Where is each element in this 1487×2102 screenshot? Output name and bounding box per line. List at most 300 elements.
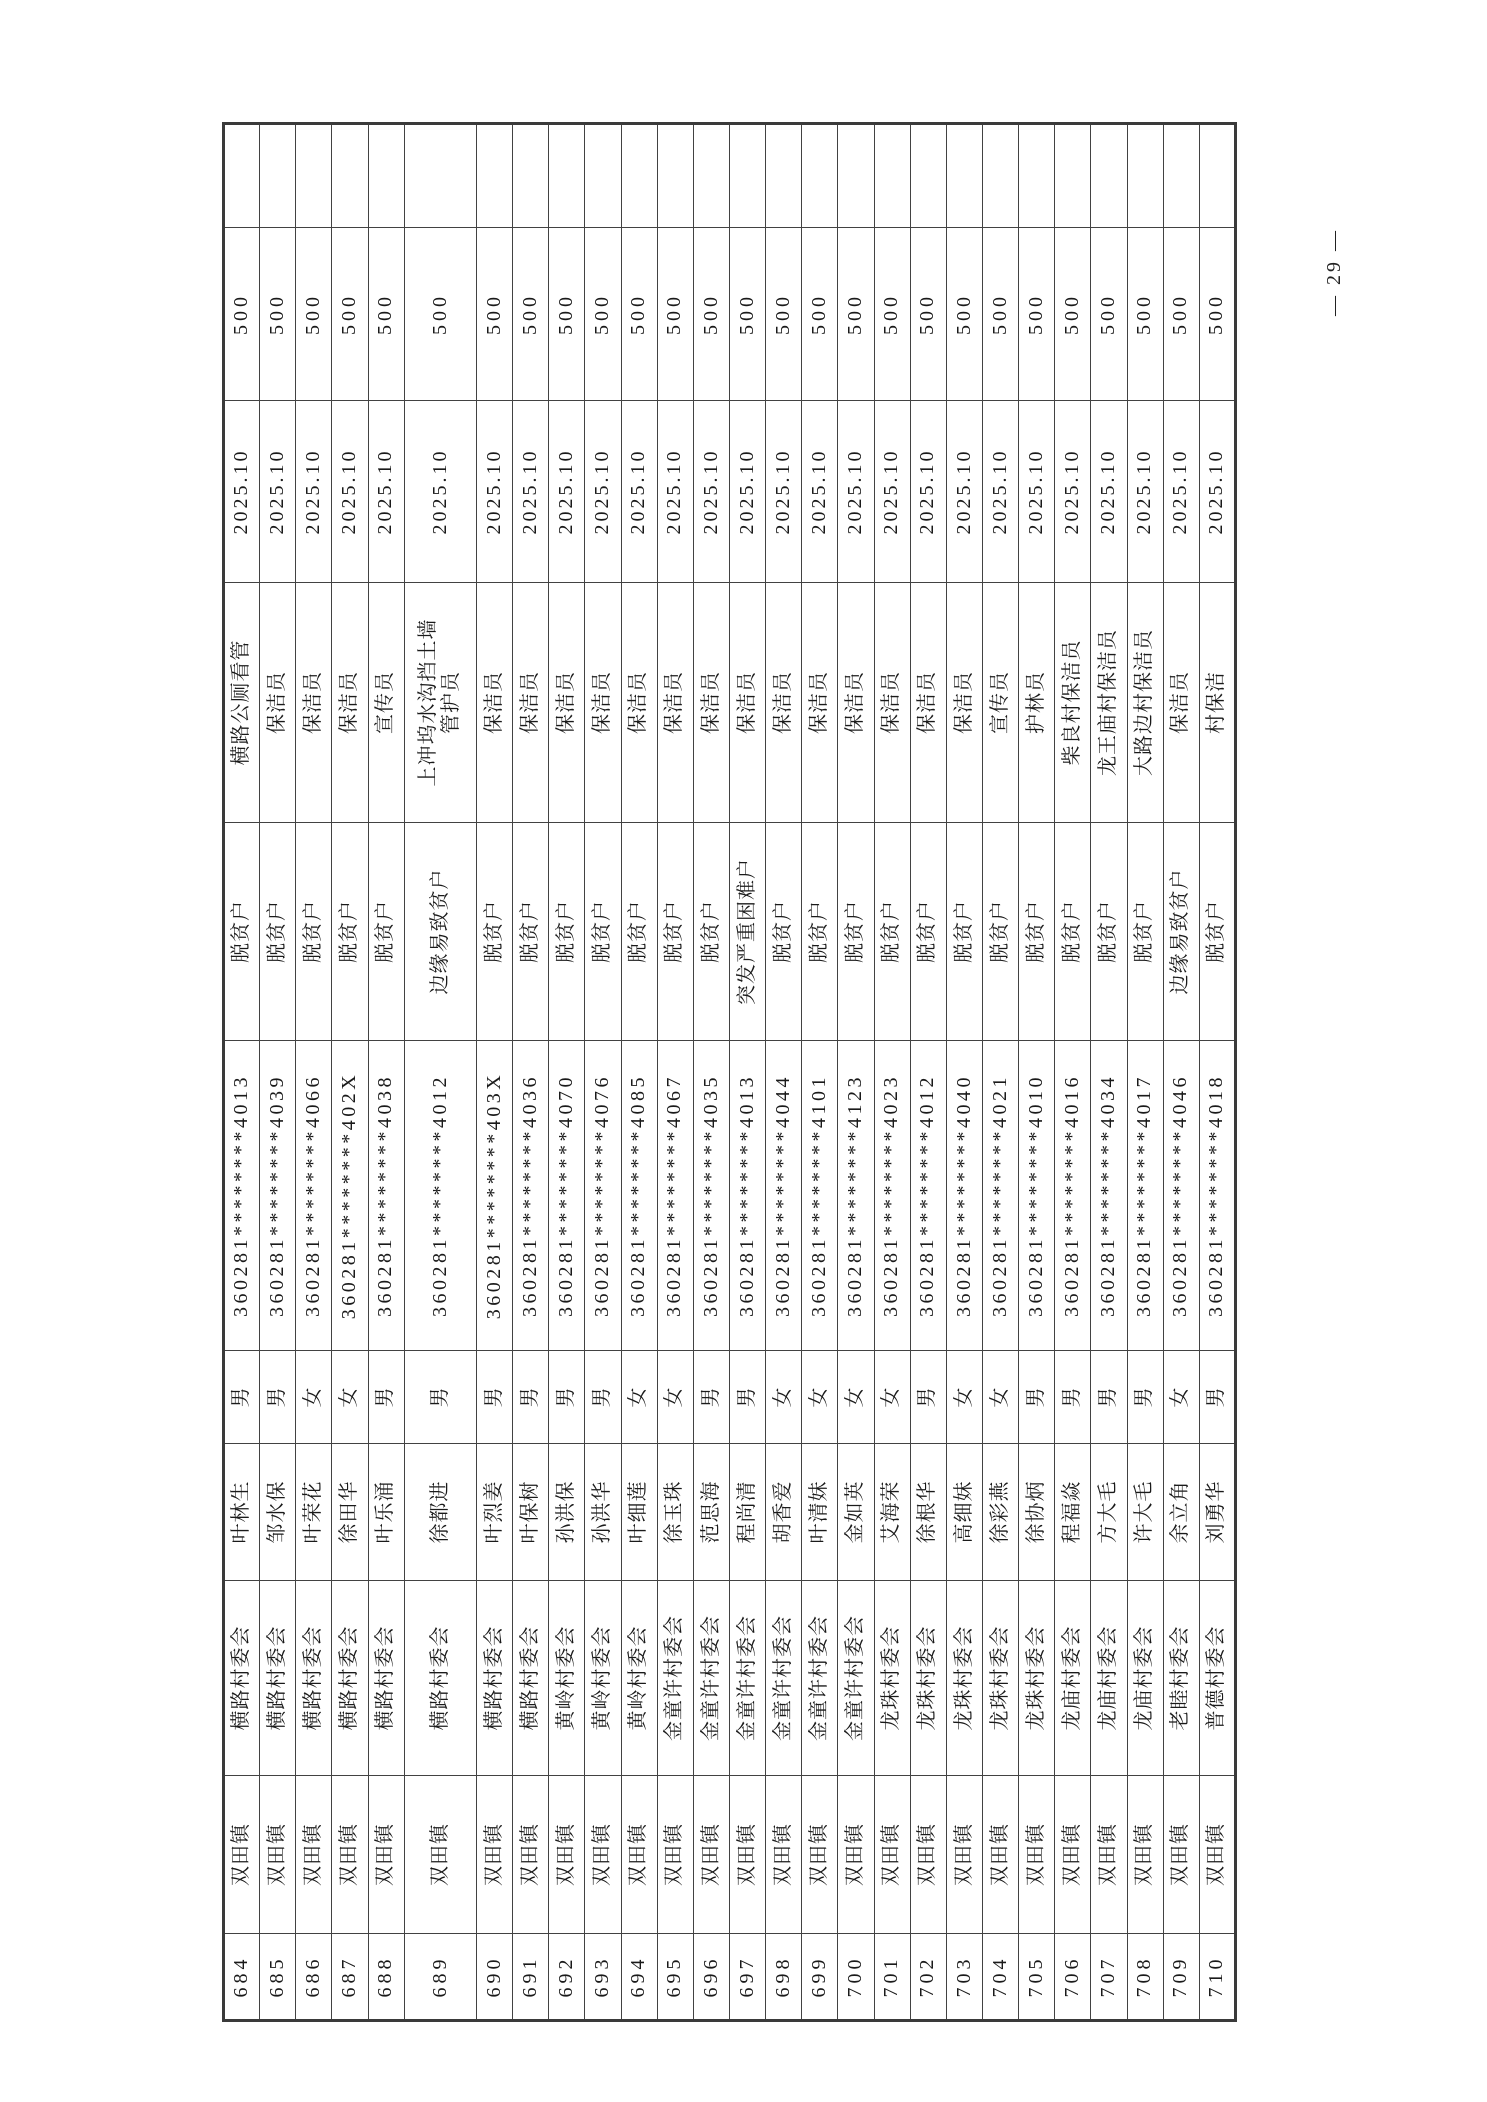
cell-seq: 703: [946, 1934, 982, 2021]
cell-seq: 709: [1163, 1934, 1199, 2021]
cell-seq: 707: [1091, 1934, 1127, 2021]
cell-note: [1163, 124, 1199, 228]
cell-note: [802, 124, 838, 228]
cell-id: 360281********4101: [802, 1041, 838, 1351]
cell-note: [1091, 124, 1127, 228]
cell-amount: 500: [910, 228, 946, 401]
cell-village: 横路村委会: [296, 1581, 332, 1776]
cell-name: 余立角: [1163, 1444, 1199, 1581]
roster-row: [476, 124, 512, 2021]
cell-town: 双田镇: [224, 1776, 260, 1934]
cell-name: 刘勇华: [1199, 1444, 1235, 1581]
cell-category: 脱贫户: [224, 823, 260, 1041]
cell-id: 360281********4044: [766, 1041, 802, 1351]
cell-amount: 500: [729, 228, 765, 401]
cell-note: [946, 124, 982, 228]
cell-town: 双田镇: [585, 1776, 621, 1934]
roster-row: [693, 124, 729, 2021]
cell-amount: 500: [946, 228, 982, 401]
cell-id: 360281********4123: [838, 1041, 874, 1351]
cell-name: 程福焱: [1055, 1444, 1091, 1581]
cell-amount: 500: [1163, 228, 1199, 401]
cell-category: 脱贫户: [982, 823, 1018, 1041]
cell-note: [476, 124, 512, 228]
cell-job: 保洁员: [621, 583, 657, 823]
cell-gender: 男: [1199, 1351, 1235, 1444]
roster-row: [1019, 124, 1055, 2021]
cell-category: 脱贫户: [1199, 823, 1235, 1041]
cell-name: 许大毛: [1127, 1444, 1163, 1581]
roster-row: [729, 124, 765, 2021]
cell-gender: 男: [910, 1351, 946, 1444]
cell-gender: 男: [224, 1351, 260, 1444]
cell-note: [729, 124, 765, 228]
cell-name: 叶清妹: [802, 1444, 838, 1581]
roster-row: [766, 124, 802, 2021]
cell-amount: 500: [1127, 228, 1163, 401]
cell-id: 360281********4036: [513, 1041, 549, 1351]
cell-note: [332, 124, 368, 228]
cell-gender: 男: [549, 1351, 585, 1444]
cell-job: 保洁员: [729, 583, 765, 823]
cell-town: 双田镇: [946, 1776, 982, 1934]
roster-row: [946, 124, 982, 2021]
cell-job: 宣传员: [368, 583, 404, 823]
cell-gender: 男: [1019, 1351, 1055, 1444]
cell-category: 脱贫户: [657, 823, 693, 1041]
cell-village: 横路村委会: [476, 1581, 512, 1776]
cell-id: 360281********4040: [946, 1041, 982, 1351]
cell-seq: 694: [621, 1934, 657, 2021]
cell-category: 脱贫户: [946, 823, 982, 1041]
cell-town: 双田镇: [368, 1776, 404, 1934]
roster-row: [910, 124, 946, 2021]
cell-note: [260, 124, 296, 228]
cell-amount: 500: [802, 228, 838, 401]
cell-id: 360281********4067: [657, 1041, 693, 1351]
cell-village: 金童许村委会: [693, 1581, 729, 1776]
cell-gender: 女: [621, 1351, 657, 1444]
cell-category: 脱贫户: [693, 823, 729, 1041]
cell-amount: 500: [260, 228, 296, 401]
cell-town: 双田镇: [621, 1776, 657, 1934]
cell-seq: 686: [296, 1934, 332, 2021]
cell-name: 范思海: [693, 1444, 729, 1581]
cell-gender: 男: [476, 1351, 512, 1444]
cell-job: 保洁员: [693, 583, 729, 823]
cell-gender: 女: [657, 1351, 693, 1444]
roster-row: [982, 124, 1018, 2021]
cell-id: 360281********4038: [368, 1041, 404, 1351]
cell-village: 黄岭村委会: [549, 1581, 585, 1776]
cell-village: 金童许村委会: [802, 1581, 838, 1776]
cell-name: 艾海荣: [874, 1444, 910, 1581]
cell-village: 龙庙村委会: [1055, 1581, 1091, 1776]
cell-gender: 女: [946, 1351, 982, 1444]
cell-seq: 705: [1019, 1934, 1055, 2021]
roster-row: [657, 124, 693, 2021]
cell-town: 双田镇: [296, 1776, 332, 1934]
cell-name: 胡香爱: [766, 1444, 802, 1581]
cell-id: 360281********4012: [404, 1041, 476, 1351]
roster-row: [332, 124, 368, 2021]
cell-id: 360281********402X: [332, 1041, 368, 1351]
cell-town: 双田镇: [1199, 1776, 1235, 1934]
cell-category: 脱贫户: [1091, 823, 1127, 1041]
cell-name: 方大毛: [1091, 1444, 1127, 1581]
roster-row: [296, 124, 332, 2021]
roster-row: [802, 124, 838, 2021]
cell-date: 2025.10: [296, 401, 332, 583]
cell-name: 叶烈姜: [476, 1444, 512, 1581]
cell-amount: 500: [982, 228, 1018, 401]
roster-row: [404, 124, 476, 2021]
cell-note: [1199, 124, 1235, 228]
cell-job: 保洁员: [946, 583, 982, 823]
cell-amount: 500: [874, 228, 910, 401]
cell-date: 2025.10: [404, 401, 476, 583]
cell-note: [513, 124, 549, 228]
cell-village: 横路村委会: [404, 1581, 476, 1776]
cell-job: 大路边村保洁员: [1127, 583, 1163, 823]
cell-village: 横路村委会: [368, 1581, 404, 1776]
cell-date: 2025.10: [1199, 401, 1235, 583]
cell-category: 脱贫户: [549, 823, 585, 1041]
cell-name: 邹水保: [260, 1444, 296, 1581]
cell-town: 双田镇: [657, 1776, 693, 1934]
cell-gender: 男: [729, 1351, 765, 1444]
cell-amount: 500: [476, 228, 512, 401]
cell-village: 横路村委会: [332, 1581, 368, 1776]
cell-town: 双田镇: [260, 1776, 296, 1934]
cell-category: 脱贫户: [1055, 823, 1091, 1041]
cell-town: 双田镇: [729, 1776, 765, 1934]
cell-name: 程尚清: [729, 1444, 765, 1581]
cell-amount: 500: [513, 228, 549, 401]
cell-note: [368, 124, 404, 228]
cell-note: [657, 124, 693, 228]
roster-row: [838, 124, 874, 2021]
cell-note: [982, 124, 1018, 228]
roster-body: [224, 124, 1236, 2021]
cell-amount: 500: [404, 228, 476, 401]
cell-note: [766, 124, 802, 228]
cell-name: 徐根华: [910, 1444, 946, 1581]
cell-category: 脱贫户: [802, 823, 838, 1041]
cell-town: 双田镇: [1163, 1776, 1199, 1934]
roster-row: [549, 124, 585, 2021]
cell-job: 龙王庙村保洁员: [1091, 583, 1127, 823]
cell-job: 保洁员: [802, 583, 838, 823]
cell-seq: 695: [657, 1934, 693, 2021]
cell-category: 边缘易致贫户: [1163, 823, 1199, 1041]
cell-seq: 690: [476, 1934, 512, 2021]
cell-gender: 女: [1163, 1351, 1199, 1444]
cell-seq: 699: [802, 1934, 838, 2021]
cell-job: 保洁员: [513, 583, 549, 823]
cell-name: 叶林生: [224, 1444, 260, 1581]
cell-date: 2025.10: [766, 401, 802, 583]
roster-row: [874, 124, 910, 2021]
cell-name: 徐田华: [332, 1444, 368, 1581]
cell-id: 360281********4017: [1127, 1041, 1163, 1351]
cell-category: 脱贫户: [874, 823, 910, 1041]
cell-note: [585, 124, 621, 228]
cell-town: 双田镇: [1019, 1776, 1055, 1934]
cell-category: 脱贫户: [838, 823, 874, 1041]
cell-town: 双田镇: [1127, 1776, 1163, 1934]
cell-job: 保洁员: [657, 583, 693, 823]
roster-row: [1091, 124, 1127, 2021]
cell-amount: 500: [368, 228, 404, 401]
cell-name: 徐协炳: [1019, 1444, 1055, 1581]
cell-amount: 500: [549, 228, 585, 401]
cell-job: 横路公厕看管: [224, 583, 260, 823]
cell-seq: 702: [910, 1934, 946, 2021]
cell-note: [1055, 124, 1091, 228]
cell-job: 护林员: [1019, 583, 1055, 823]
roster-row: [621, 124, 657, 2021]
cell-id: 360281********403X: [476, 1041, 512, 1351]
cell-village: 龙珠村委会: [874, 1581, 910, 1776]
cell-id: 360281********4066: [296, 1041, 332, 1351]
cell-name: 高细妹: [946, 1444, 982, 1581]
cell-village: 龙珠村委会: [1019, 1581, 1055, 1776]
cell-date: 2025.10: [1127, 401, 1163, 583]
cell-seq: 698: [766, 1934, 802, 2021]
cell-category: 脱贫户: [1019, 823, 1055, 1041]
cell-date: 2025.10: [476, 401, 512, 583]
cell-gender: 男: [1055, 1351, 1091, 1444]
roster-row: [1163, 124, 1199, 2021]
cell-date: 2025.10: [224, 401, 260, 583]
cell-date: 2025.10: [368, 401, 404, 583]
cell-village: 金童许村委会: [838, 1581, 874, 1776]
cell-seq: 696: [693, 1934, 729, 2021]
cell-job: 柴良村保洁员: [1055, 583, 1091, 823]
cell-seq: 689: [404, 1934, 476, 2021]
cell-seq: 691: [513, 1934, 549, 2021]
cell-note: [549, 124, 585, 228]
cell-seq: 704: [982, 1934, 1018, 2021]
cell-job: [404, 583, 476, 823]
cell-gender: 男: [513, 1351, 549, 1444]
cell-town: 双田镇: [766, 1776, 802, 1934]
cell-seq: 708: [1127, 1934, 1163, 2021]
cell-village: 横路村委会: [224, 1581, 260, 1776]
cell-date: 2025.10: [982, 401, 1018, 583]
cell-amount: 500: [621, 228, 657, 401]
cell-id: 360281********4012: [910, 1041, 946, 1351]
cell-id: 360281********4035: [693, 1041, 729, 1351]
cell-date: 2025.10: [549, 401, 585, 583]
roster-row: [585, 124, 621, 2021]
cell-village: 龙珠村委会: [946, 1581, 982, 1776]
cell-gender: 女: [332, 1351, 368, 1444]
cell-town: 双田镇: [476, 1776, 512, 1934]
cell-category: 脱贫户: [766, 823, 802, 1041]
cell-name: 叶乐涌: [368, 1444, 404, 1581]
cell-gender: 男: [585, 1351, 621, 1444]
cell-date: 2025.10: [1019, 401, 1055, 583]
cell-seq: 706: [1055, 1934, 1091, 2021]
cell-job: 保洁员: [838, 583, 874, 823]
cell-job: 宣传员: [982, 583, 1018, 823]
cell-village: 普德村委会: [1199, 1581, 1235, 1776]
cell-job: 保洁员: [585, 583, 621, 823]
cell-seq: 692: [549, 1934, 585, 2021]
cell-note: [838, 124, 874, 228]
cell-amount: 500: [1019, 228, 1055, 401]
cell-job: 保洁员: [296, 583, 332, 823]
cell-category: 脱贫户: [910, 823, 946, 1041]
cell-amount: 500: [657, 228, 693, 401]
cell-town: 双田镇: [332, 1776, 368, 1934]
cell-town: 双田镇: [910, 1776, 946, 1934]
cell-village: 横路村委会: [513, 1581, 549, 1776]
cell-seq: 697: [729, 1934, 765, 2021]
cell-date: 2025.10: [621, 401, 657, 583]
roster-row: [224, 124, 260, 2021]
cell-village: 金童许村委会: [657, 1581, 693, 1776]
cell-job: 保洁员: [260, 583, 296, 823]
cell-town: 双田镇: [693, 1776, 729, 1934]
cell-note: [910, 124, 946, 228]
cell-amount: 500: [332, 228, 368, 401]
cell-amount: 500: [224, 228, 260, 401]
roster-row: [368, 124, 404, 2021]
cell-gender: 男: [1091, 1351, 1127, 1444]
cell-date: 2025.10: [802, 401, 838, 583]
cell-job: 村保洁: [1199, 583, 1235, 823]
cell-note: [1019, 124, 1055, 228]
cell-category: 脱贫户: [368, 823, 404, 1041]
cell-seq: 693: [585, 1934, 621, 2021]
roster-row: [1055, 124, 1091, 2021]
cell-id: 360281********4039: [260, 1041, 296, 1351]
cell-seq: 710: [1199, 1934, 1235, 2021]
cell-seq: 700: [838, 1934, 874, 2021]
cell-id: 360281********4013: [224, 1041, 260, 1351]
cell-date: 2025.10: [1163, 401, 1199, 583]
cell-village: 黄岭村委会: [585, 1581, 621, 1776]
cell-category: 脱贫户: [585, 823, 621, 1041]
cell-note: [224, 124, 260, 228]
cell-note: [621, 124, 657, 228]
roster-row: [1199, 124, 1235, 2021]
cell-job: 保洁员: [874, 583, 910, 823]
cell-seq: 684: [224, 1934, 260, 2021]
cell-name: 徐都进: [404, 1444, 476, 1581]
cell-category: 脱贫户: [1127, 823, 1163, 1041]
cell-category: 脱贫户: [513, 823, 549, 1041]
cell-village: 黄岭村委会: [621, 1581, 657, 1776]
cell-date: 2025.10: [693, 401, 729, 583]
cell-date: 2025.10: [657, 401, 693, 583]
cell-id: 360281********4076: [585, 1041, 621, 1351]
roster-row: [260, 124, 296, 2021]
cell-seq: 688: [368, 1934, 404, 2021]
cell-date: 2025.10: [513, 401, 549, 583]
cell-id: 360281********4034: [1091, 1041, 1127, 1351]
cell-gender: 女: [838, 1351, 874, 1444]
cell-name: 叶细莲: [621, 1444, 657, 1581]
cell-note: [296, 124, 332, 228]
cell-gender: 女: [982, 1351, 1018, 1444]
cell-category: 边缘易致贫户: [404, 823, 476, 1041]
cell-town: 双田镇: [1091, 1776, 1127, 1934]
cell-note: [693, 124, 729, 228]
cell-name: 孙洪华: [585, 1444, 621, 1581]
cell-note: [1127, 124, 1163, 228]
cell-date: 2025.10: [838, 401, 874, 583]
roster-table: [222, 122, 1237, 2022]
cell-date: 2025.10: [1091, 401, 1127, 583]
job-line-2: 管护员: [440, 671, 463, 734]
job-line-1: 上冲坞水沟挡土墙: [416, 618, 439, 787]
cell-job: 保洁员: [910, 583, 946, 823]
cell-category: 突发严重困难户: [729, 823, 765, 1041]
cell-job: 保洁员: [332, 583, 368, 823]
cell-date: 2025.10: [874, 401, 910, 583]
cell-village: 老睦村委会: [1163, 1581, 1199, 1776]
cell-date: 2025.10: [946, 401, 982, 583]
cell-id: 360281********4021: [982, 1041, 1018, 1351]
cell-town: 双田镇: [838, 1776, 874, 1934]
cell-gender: 男: [368, 1351, 404, 1444]
cell-date: 2025.10: [1055, 401, 1091, 583]
cell-amount: 500: [585, 228, 621, 401]
cell-seq: 687: [332, 1934, 368, 2021]
cell-town: 双田镇: [1055, 1776, 1091, 1934]
roster-row: [513, 124, 549, 2021]
cell-date: 2025.10: [729, 401, 765, 583]
cell-village: 金童许村委会: [766, 1581, 802, 1776]
cell-note: [404, 124, 476, 228]
cell-gender: 男: [404, 1351, 476, 1444]
cell-name: 叶保树: [513, 1444, 549, 1581]
cell-gender: 女: [874, 1351, 910, 1444]
cell-date: 2025.10: [910, 401, 946, 583]
cell-job: 保洁员: [549, 583, 585, 823]
cell-town: 双田镇: [874, 1776, 910, 1934]
cell-category: 脱贫户: [621, 823, 657, 1041]
cell-village: 金童许村委会: [729, 1581, 765, 1776]
page-number: — 29 —: [1323, 228, 1345, 316]
cell-category: 脱贫户: [260, 823, 296, 1041]
cell-id: 360281********4046: [1163, 1041, 1199, 1351]
cell-gender: 女: [766, 1351, 802, 1444]
cell-name: 金如英: [838, 1444, 874, 1581]
cell-id: 360281********4070: [549, 1041, 585, 1351]
cell-amount: 500: [693, 228, 729, 401]
roster-row: [1127, 124, 1163, 2021]
cell-amount: 500: [766, 228, 802, 401]
cell-village: 龙庙村委会: [1091, 1581, 1127, 1776]
cell-id: 360281********4018: [1199, 1041, 1235, 1351]
cell-name: 徐玉珠: [657, 1444, 693, 1581]
cell-id: 360281********4085: [621, 1041, 657, 1351]
cell-amount: 500: [296, 228, 332, 401]
cell-id: 360281********4010: [1019, 1041, 1055, 1351]
cell-name: 徐彩燕: [982, 1444, 1018, 1581]
cell-date: 2025.10: [585, 401, 621, 583]
cell-name: 叶荣花: [296, 1444, 332, 1581]
cell-date: 2025.10: [332, 401, 368, 583]
cell-gender: 女: [296, 1351, 332, 1444]
cell-village: 龙庙村委会: [1127, 1581, 1163, 1776]
cell-gender: 男: [1127, 1351, 1163, 1444]
